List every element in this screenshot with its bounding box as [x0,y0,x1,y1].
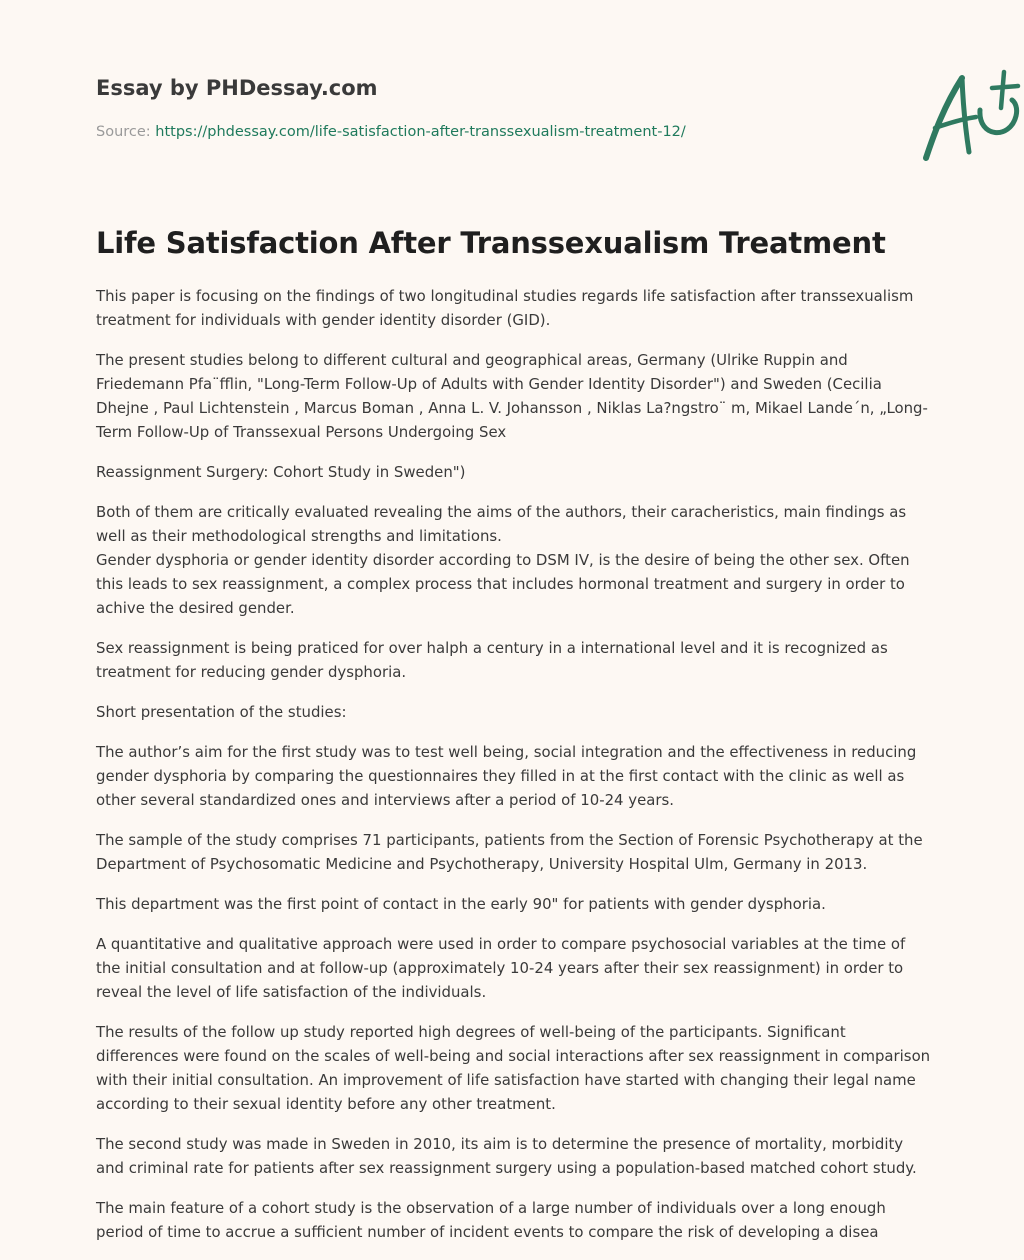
article-body [96,284,932,1260]
paragraph: A quantitative and qualitative approach were used in order to compare psychosocial variables at the time of the initial consultation and at follow-up (approximately 10-24 years after their sex reassignment) in order to reveal the level of life satisfaction of the individuals. [96,935,906,1001]
paragraph: Sex reassignment is being praticed for over halph a century in a international level and it is recognized as treatment for reducing gender dysphoria. [96,639,888,681]
article-title: Life Satisfaction After Transsexualism Treatment [96,226,886,260]
paragraph: The present studies belong to different cultural and geographical areas, Germany (Ulrike Ruppin and Friedemann Pfa¨fflin, "Long-Term Follow-Up of Adults with Gender Identity Disorder") and Sweden (Cecilia Dhejne , Paul Lichtenstein , Marcus Boman , Anna L. V. Johansson , Niklas La?ngstro¨ m, Mikael Lande´n, „Long-Term Follow-Up of Transsexual Persons Undergoing Sex [96,351,928,441]
paragraph: This department was the first point of contact in the early 90" for patients with gender dysphoria. [96,895,826,913]
paragraph: Reassignment Surgery: Cohort Study in Sweden") [96,463,466,481]
paragraph: The second study was made in Sweden in 2010, its aim is to determine the presence of mortality, morbidity and criminal rate for patients after sex reassignment surgery using a population-based matched cohort study. [96,1135,917,1177]
paragraph: Gender dysphoria or gender identity disorder according to DSM IV, is the desire of being the other sex. Often this leads to sex reassignment, a complex process that includes hormonal treatment and surgery in order to achive the desired gender. [96,551,910,617]
paragraph: The sample of the study comprises 71 participants, patients from the Section of Forensic Psychotherapy at the Department of Psychosomatic Medicine and Psychotherapy, University Hospital Ulm, Germany in 2013. [96,831,923,873]
paragraph: Both of them are critically evaluated revealing the aims of the authors, their caracheristics, main findings as well as their methodological strengths and limitations. [96,503,907,545]
paragraph: The main feature of a cohort study is the observation of a large number of individuals over a long enough period of time to accrue a sufficient number of incident events to compare the risk of developing a disea [96,1199,886,1241]
paragraph: The results of the follow up study reported high degrees of well-being of the participants. Significant differences were found on the scales of well-being and social interactions after sex reassignment in comparison with their initial consultation. An improvement of life satisfaction have started with changing their legal name according to their sexual identity before any other treatment. [96,1023,931,1113]
source-label: Source: [96,124,156,140]
source-line [96,124,686,140]
a-plus-logo-icon [922,68,1022,166]
paragraph: This paper is focusing on the findings of two longitudinal studies regards life satisfaction after transsexualism treatment for individuals with gender identity disorder (GID). [96,287,914,329]
source-link[interactable]: https://phdessay.com/life-satisfaction-after-transsexualism-treatment-12/ [155,124,686,140]
paragraph: Short presentation of the studies: [96,703,347,721]
paragraph: The author’s aim for the first study was to test well being, social integration and the effectiveness in reducing gender dysphoria by comparing the questionnaires they filled in at the first contact with the clinic as well as other several standardized ones and interviews after a period of 10-24 years. [96,743,917,809]
site-name: Essay by PHDessay.com [96,76,378,100]
